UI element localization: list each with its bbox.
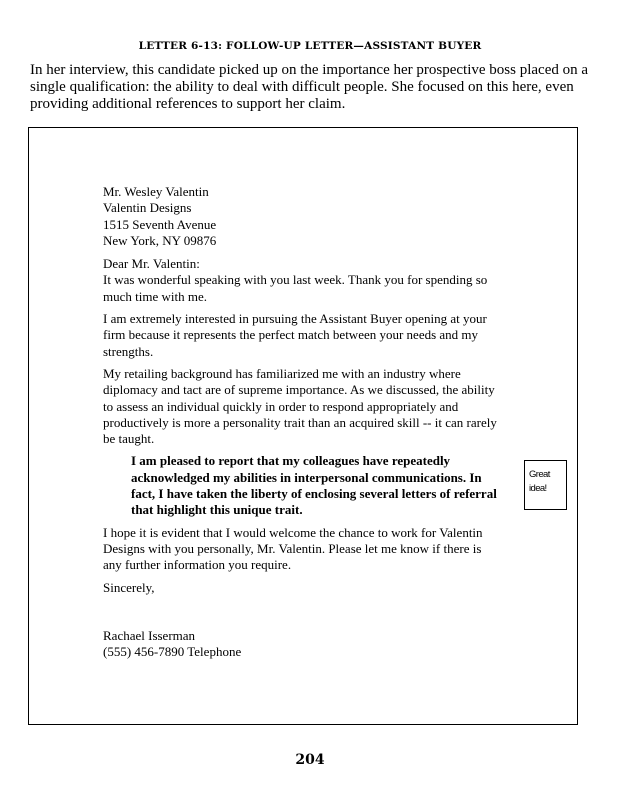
paragraph-5: I hope it is evident that I would welcome the chance to work for Valentin Designs with you personally, Mr. Valentin. Please let me know if there is any further information you require. bbox=[103, 524, 483, 573]
signature-phone: (555) 456-7890 Telephone bbox=[103, 644, 242, 660]
address-line: Valentin Designs bbox=[103, 200, 192, 216]
recipient-address bbox=[103, 184, 501, 249]
page-heading: LETTER 6-13: FOLLOW-UP LETTER—ASSISTANT BUYER bbox=[138, 40, 482, 52]
margin-note bbox=[524, 460, 567, 510]
paragraph-4-highlight: I am pleased to report that my colleagues have repeatedly acknowledged my abilities in interpersonal communications. In fact, I have taken the liberty of enclosing several letters of referral that highlight this unique trait. bbox=[131, 453, 497, 518]
page-number: 204 bbox=[295, 752, 325, 768]
note-line: idea! bbox=[529, 483, 547, 494]
signature-name: Rachael Isserman bbox=[103, 627, 196, 643]
paragraph-2: I am extremely interested in pursuing the Assistant Buyer opening at your firm because it represents the perfect match between your needs and my strengths. bbox=[103, 311, 487, 359]
salutation: Dear Mr. Valentin: bbox=[103, 256, 200, 272]
paragraph-1: It was wonderful speaking with you last week. Thank you for spending so much time with me. bbox=[103, 272, 488, 304]
letter-body bbox=[103, 184, 501, 660]
note-line: Great bbox=[529, 469, 550, 480]
closing: Sincerely, bbox=[103, 579, 155, 595]
address-line: 1515 Seventh Avenue bbox=[103, 216, 217, 232]
address-line: Mr. Wesley Valentin bbox=[103, 184, 209, 199]
intro-text: In her interview, this candidate picked up on the importance her prospective boss placed on a single qualification: the ability to deal with difficult people. She focused on this here, even providing additional references to support her claim. bbox=[30, 62, 589, 112]
paragraph-3: My retailing background has familiarized me with an industry where diplomacy and tact are of supreme importance. As we discussed, the ability to assess an individual quickly in order to respond appropriately and productively is more a personality trait than an acquired skill -- it can rarely be taught. bbox=[103, 365, 497, 447]
address-line: New York, NY 09876 bbox=[103, 232, 217, 248]
